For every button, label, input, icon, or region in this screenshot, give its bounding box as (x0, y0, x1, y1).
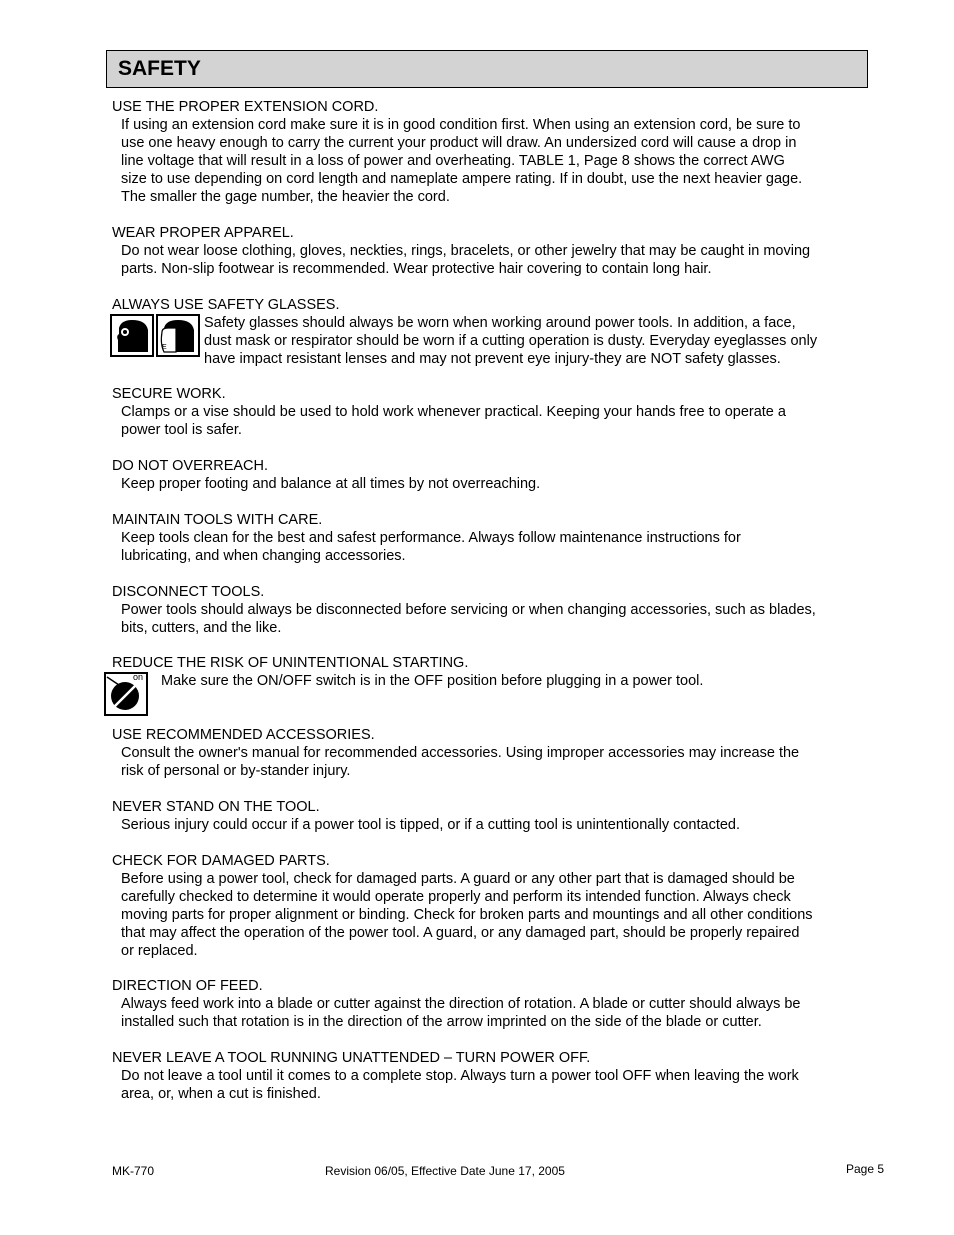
body-line: area, or, when a cut is finished. (121, 1086, 321, 1102)
body-line: The smaller the gage number, the heavier the cord. (121, 189, 450, 205)
body-line: Serious injury could occur if a power tool is tipped, or if a cutting tool is unintentionally contacted. (121, 817, 741, 833)
section-body-overreach (121, 475, 881, 493)
body-line: Always feed work into a blade or cutter against the direction of rotation. A blade or cutter should always be (121, 996, 801, 1012)
section-body-apparel (121, 242, 881, 278)
body-line: Power tools should always be disconnected before servicing or when changing accessories, such as blades, (121, 602, 816, 618)
body-line: or replaced. (121, 943, 198, 959)
section-title-damaged-parts: CHECK FOR DAMAGED PARTS. (112, 853, 330, 869)
section-body-secure-work (121, 403, 881, 439)
section-title-secure-work: SECURE WORK. (112, 386, 226, 402)
body-line: carefully checked to determine it would operate properly and perform its intended function. Always check (121, 889, 791, 905)
section-body-damaged-parts (121, 870, 881, 960)
body-line: bits, cutters, and the like. (121, 620, 282, 636)
section-body-unintentional-starting (161, 672, 921, 690)
footer-revision: Revision 06/05, Effective Date June 17, 2005 (325, 1164, 565, 1178)
section-title-overreach: DO NOT OVERREACH. (112, 458, 269, 474)
body-line: size to use depending on cord length and nameplate ampere rating. If in doubt, use the next heavier gage. (121, 171, 803, 187)
section-title-never-leave-running: NEVER LEAVE A TOOL RUNNING UNATTENDED – TURN POWER OFF. (112, 1050, 591, 1066)
body-line: If using an extension cord make sure it is in good condition first. When using an extension cord, be sure to (121, 117, 801, 133)
body-line: line voltage that will result in a loss of power and overheating. TABLE 1, Page 8 shows the correct AWG (121, 153, 785, 169)
section-title-direction-of-feed: DIRECTION OF FEED. (112, 978, 263, 994)
section-title-never-stand: NEVER STAND ON THE TOOL. (112, 799, 320, 815)
section-title-disconnect-tools: DISCONNECT TOOLS. (112, 584, 265, 600)
section-body-maintain-tools (121, 529, 881, 565)
body-line: Clamps or a vise should be used to hold work whenever practical. Keeping your hands free to operate a (121, 404, 786, 420)
svg-text:E: E (162, 344, 167, 351)
body-line: risk of personal or by-stander injury. (121, 763, 351, 779)
body-line: Consult the owner's manual for recommended accessories. Using improper accessories may increase the (121, 745, 800, 761)
section-body-extension-cord (121, 116, 881, 206)
section-body-never-leave-running (121, 1067, 881, 1103)
body-line: use one heavy enough to carry the current your product will draw. An undersized cord will cause a drop in (121, 135, 797, 151)
body-line: parts. Non-slip footwear is recommended. Wear protective hair covering to contain long hair. (121, 261, 712, 277)
section-title-maintain-tools: MAINTAIN TOOLS WITH CARE. (112, 512, 323, 528)
section-header-bar (106, 50, 868, 88)
no-switch-on-icon (104, 672, 148, 716)
section-body-never-stand (121, 816, 881, 834)
switch-on-label: on (133, 672, 144, 682)
body-line: installed such that rotation is in the direction of the arrow imprinted on the side of the blade or cutter. (121, 1014, 762, 1030)
body-line: Keep proper footing and balance at all times by not overreaching. (121, 476, 541, 492)
section-body-disconnect-tools (121, 601, 881, 637)
section-body-safety-glasses (204, 314, 954, 368)
section-title-unintentional-starting: REDUCE THE RISK OF UNINTENTIONAL STARTING. (112, 655, 469, 671)
body-line: lubricating, and when changing accessories. (121, 548, 406, 564)
section-title-apparel: WEAR PROPER APPAREL. (112, 225, 294, 241)
footer-page-number: Page 5 (846, 1162, 885, 1176)
body-line: dust mask or respirator should be worn if a cutting operation is dusty. Everyday eyeglasses only (204, 333, 818, 349)
body-line: power tool is safer. (121, 422, 242, 438)
body-line: that may affect the operation of the power tool. A guard, or any damaged part, should be properly repaired (121, 925, 800, 941)
body-line: Keep tools clean for the best and safest performance. Always follow maintenance instructions for (121, 530, 741, 546)
body-line: Safety glasses should always be worn when working around power tools. In addition, a face, (204, 315, 796, 331)
body-line: moving parts for proper alignment or binding. Check for broken parts and mountings and all other conditions (121, 907, 813, 923)
safety-glasses-face-shield-icon (110, 314, 201, 357)
page-title: SAFETY (118, 57, 201, 80)
section-title-recommended-accessories: USE RECOMMENDED ACCESSORIES. (112, 727, 375, 743)
section-body-direction-of-feed (121, 995, 881, 1031)
section-body-recommended-accessories (121, 744, 881, 780)
body-line: Before using a power tool, check for damaged parts. A guard or any other part that is damaged should be (121, 871, 795, 887)
section-title-extension-cord: USE THE PROPER EXTENSION CORD. (112, 99, 379, 115)
body-line: Make sure the ON/OFF switch is in the OFF position before plugging in a power tool. (161, 673, 704, 689)
footer-model: MK-770 (112, 1164, 155, 1178)
body-line: Do not leave a tool until it comes to a complete stop. Always turn a power tool OFF when leaving the work (121, 1068, 799, 1084)
section-title-safety-glasses: ALWAYS USE SAFETY GLASSES. (112, 297, 340, 313)
body-line: Do not wear loose clothing, gloves, neckties, rings, bracelets, or other jewelry that may be caught in moving (121, 243, 811, 259)
body-line: have impact resistant lenses and may not prevent eye injury-they are NOT safety glasses. (204, 351, 781, 367)
